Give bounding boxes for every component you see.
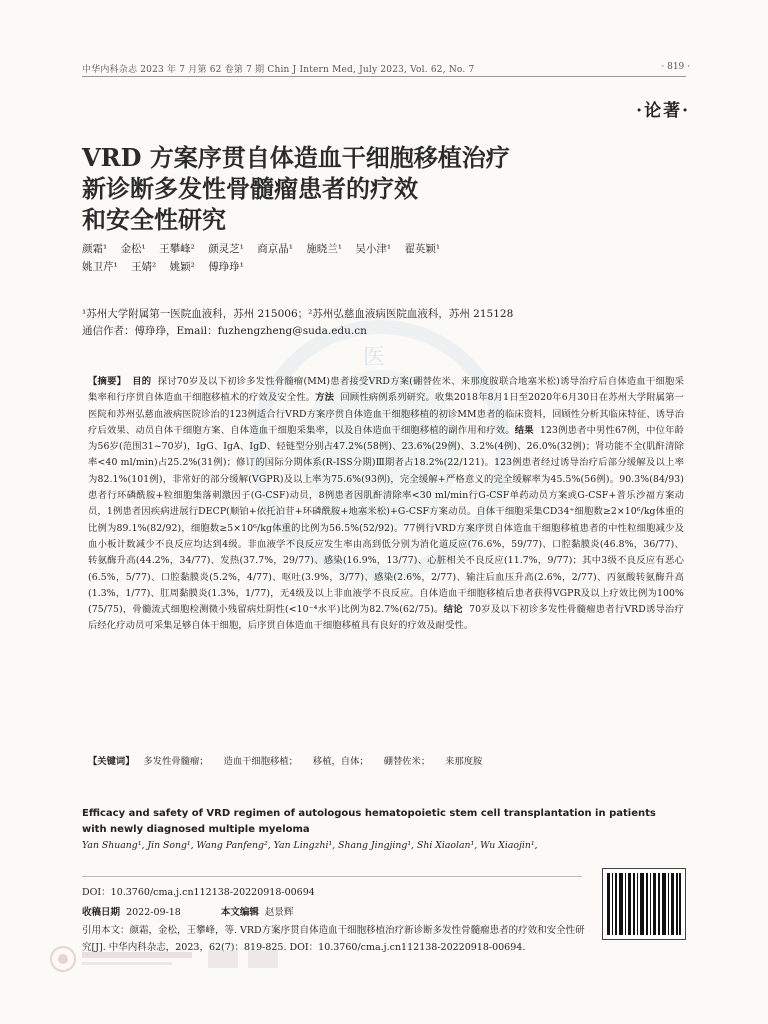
abstract — [88, 374, 684, 635]
author-name: 翟英颖¹ — [404, 243, 441, 255]
keywords-label: 【关键词】 — [88, 756, 135, 767]
correspondence: 通信作者：傅琤琤，Email：fuzhengzheng@suda.edu.cn — [82, 325, 367, 337]
english-authors: Yan Shuang¹, Jin Song¹, Wang Panfeng², Yan Lingzhi¹, Shang Jingjing¹, Shi Xiaolan¹, Wu Xiaojin¹, — [82, 840, 538, 851]
article-title — [82, 142, 642, 235]
publisher-logo-icon — [48, 944, 308, 974]
keywords — [88, 754, 684, 770]
affiliation: ¹苏州大学附属第一医院血液科，苏州 215006；²苏州弘慈血液病医院血液科，苏州 215128 — [82, 308, 514, 320]
author-name: 颜灵芝¹ — [208, 243, 244, 255]
received-label: 收稿日期 — [82, 907, 121, 918]
title-line-3: 和安全性研究 — [82, 205, 226, 234]
title-line-2: 新诊断多发性骨髓瘤患者的疗效 — [82, 174, 418, 203]
barcode-icon — [602, 868, 686, 940]
keyword: 来那度胺 — [445, 756, 483, 767]
editor-label: 本文编辑 — [220, 907, 259, 918]
barcode-graphic — [607, 873, 681, 935]
publisher-logo-graphic — [48, 944, 308, 974]
title-line-1: VRD 方案序贯自体造血干细胞移植治疗 — [82, 143, 510, 172]
keyword: 多发性骨髓瘤； — [143, 756, 209, 767]
conclusion-text: 70岁及以下初诊多发性骨髓瘤患者行VRD诱导治疗后经化疗动员可采集足够自体干细胞，后序贯自体造血干细胞移植具有良好的疗效及耐受性。 — [88, 604, 684, 632]
results-text: 123例患者中男性67例，中位年龄为56岁(范围31~70岁)，IgG、IgA、IgD、轻链型分别占47.2%(58例)、23.6%(29例)、3.2%(4例)、26.0%(32例)；肾功能不全(肌酐清除率<40 ml/min)占25.2%(31例)；修订的国际分期体系(R-ISS分期)Ⅲ期者占18.2%(22/121)。123例患者经过诱导治疗后部分缓解及以上率为82.1%(101例)，非常好的部分缓解(VGPR)及以上率为75.6%(93例)，完全缓解+严格意义的完全缓解率为45.5%(56例)。90.3%(84/93)患者行环磷酰胺+粒细胞集落刺激因子(G-CSF)动员，8例患者因肌酐清除率<30 ml/min行G-CSF单药动员方案或G-CSF+普乐沙福方案动员，1例患者因疾病进展行DECP(顺铂+依托泊苷+环磷酰胺+地塞米松)+G-CSF方案动员。自体干细胞采集CD34⁺细胞数≥2×10⁶/kg体重的比例为89.1%(82/92)，细胞数≥5×10⁶/kg体重的比例为56.5%(52/92)。77例行VRD方案序贯自体造血干细胞移植患者的中性粒细胞减少及血小板计数减少不良反应均达到4级。非血液学不良反应发生率由高到低分别为消化道反应(76.6%，59/77)、口腔黏膜炎(46.8%，36/77)、转氨酶升高(44.2%，34/77)、发热(37.7%，29/77)、感染(16.9%，13/77)、心脏相关不良反应(11.7%，9/77)；其中3级不良反应有恶心(6.5%，5/77)、口腔黏膜炎(5.2%，4/77)、呕吐(3.9%，3/77)、感染(2.6%，2/77)、输注后血压升高(2.6%，2/77)、丙氨酸转氨酶升高(1.3%，1/77)、肛周黏膜炎(1.3%，1/77)，无4级及以上非血液学不良反应。自体造血干细胞移植后患者获得VGPR及以上疗效比例为100%(75/75)，骨髓流式细胞检测微小残留病灶阴性(<10⁻⁴水平)比例为82.7%(62/75)。 — [88, 424, 684, 616]
meta-divider — [82, 876, 582, 877]
author-name: 王攀峰² — [159, 243, 195, 255]
author-list — [82, 240, 682, 276]
author-name: 姚卫芹¹ — [82, 261, 118, 273]
received-info — [82, 904, 293, 918]
keyword: 造血干细胞移植； — [223, 756, 298, 767]
author-name: 吴小津¹ — [355, 243, 392, 255]
editor-name: 赵景辉 — [264, 907, 294, 918]
citation: 引用本文：颜霜，金松，王攀峰，等. VRD方案序贯自体造血干细胞移植治疗新诊断多发性骨髓瘤患者的疗效和安全性研究[J]. 中华内科杂志，2023，62(7)：819-825. DOI：10.3760/cma.j.cn112138-20220918-00694. — [82, 925, 585, 953]
section-label: ·论著· — [636, 101, 690, 121]
english-title: Efficacy and safety of VRD regimen of autologous hematopoietic stem cell transplantation in patients with newly diagnosed multiple myeloma — [82, 808, 656, 835]
results-label: 结果 — [514, 424, 534, 436]
author-name: 王婧² — [131, 261, 157, 273]
author-name: 商京晶¹ — [257, 243, 293, 255]
author-line-2 — [82, 258, 682, 276]
keyword: 硼替佐米； — [383, 756, 431, 767]
keyword: 移植，自体； — [312, 756, 369, 767]
author-line-1 — [82, 240, 682, 258]
objective-label: 目的 — [132, 376, 152, 387]
author-name: 金松¹ — [120, 243, 146, 255]
header-divider — [82, 76, 686, 77]
author-name: 傅琤琤¹ — [208, 261, 244, 273]
author-name: 姚颖² — [169, 261, 195, 273]
received-date: 2022-09-18 — [126, 907, 181, 918]
conclusion-label: 结论 — [443, 604, 463, 616]
watermark-character: 医 — [363, 345, 386, 370]
objective-text: 探讨70岁及以下初诊多发性骨髓瘤(MM)患者接受VRD方案(硼替佐米、来那度胺联合地塞米松)诱导治疗后自体造血干细胞采集率和行序贯自体造血干细胞移植术的疗效及安全性。 — [88, 376, 684, 404]
doi: DOI：10.3760/cma.j.cn112138-20220918-00694 — [82, 887, 315, 898]
author-name: 施晓兰¹ — [306, 243, 343, 255]
affiliation-block — [82, 306, 682, 340]
author-name: 颜霜¹ — [82, 243, 108, 255]
abstract-label: 【摘要】 — [88, 376, 127, 387]
methods-label: 方法 — [315, 392, 335, 404]
methods-text: 回顾性病例系列研究。收集2018年8月1日至2020年6月30日在苏州大学附属第一医院和苏州弘慈血液病医院诊治的123例适合行VRD方案序贯自体造血干细胞移植的初诊MM患者的临床资料，回顾性分析其临床特征、诱导治疗后效果、动员自体干细胞方案、自体造血干细胞采集率，以及自体造血干细胞移植的副作用和疗效。 — [88, 392, 684, 436]
page-number: · 819 · — [661, 62, 690, 72]
journal-info-header: 中华内科杂志 2023 年 7 月第 62 卷第 7 期 Chin J Intern Med, July 2023, Vol. 62, No. 7 — [82, 65, 475, 75]
